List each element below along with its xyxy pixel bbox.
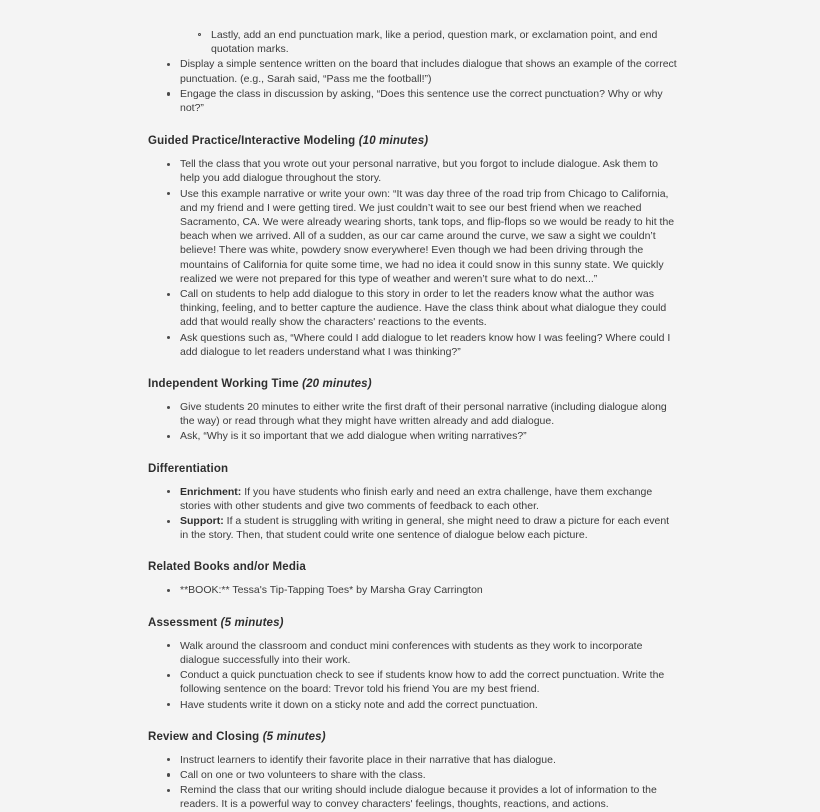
list-item: Display a simple sentence written on the board that includes dialogue that shows an example of the correct punctuation. (e.g., Sarah said, “Pass me the football!”) <box>158 57 680 85</box>
section-heading-assessment <box>148 616 680 630</box>
list-item: Instruct learners to identify their favorite place in their narrative that has dialogue. <box>158 753 680 767</box>
list-item: Engage the class in discussion by asking, “Does this sentence use the correct punctuation? Why or why not?” <box>158 87 680 115</box>
list-item: Walk around the classroom and conduct mini conferences with students as they work to incorporate dialogue successfully into their work. <box>158 639 680 667</box>
list-item-text: If you have students who finish early and need an extra challenge, have them exchange stories with other students and give two comments of feedback to each other. <box>180 485 653 512</box>
bullet-list-independent-working-time <box>148 400 680 444</box>
section-title: Independent Working Time <box>148 378 299 391</box>
bullet-list-differentiation <box>148 485 680 543</box>
list-item <box>158 514 680 542</box>
list-item: Conduct a quick punctuation check to see if students know how to add the correct punctuation. Write the following sentence on the board: Trevor told his friend You are my best friend. <box>158 668 680 696</box>
list-item-label: Enrichment: <box>180 485 242 498</box>
section-duration: (10 minutes) <box>358 135 429 148</box>
list-item: Have students write it down on a sticky note and add the correct punctuation. <box>158 698 680 712</box>
section-title: Guided Practice/Interactive Modeling <box>148 135 356 148</box>
section-duration: (5 minutes) <box>220 616 284 629</box>
continued-list-from-previous-page <box>148 28 680 115</box>
document-body <box>148 28 680 812</box>
bullet-list-related-books-media <box>148 583 680 597</box>
section-heading-review-and-closing <box>148 730 680 744</box>
bullet-list-guided-practice <box>148 157 680 359</box>
section-heading-differentiation <box>148 462 680 476</box>
section-heading-independent-working-time <box>148 377 680 391</box>
list-item: Give students 20 minutes to either write the first draft of their personal narrative (including dialogue along the way) or read through what they might have written already and add dialogue. <box>158 400 680 428</box>
list-item: Tell the class that you wrote out your personal narrative, but you forgot to include dialogue. Ask them to help you add dialogue throughout the story. <box>158 157 680 185</box>
sub-bullet-list <box>148 28 680 56</box>
section-heading-related-books-media <box>148 560 680 574</box>
list-item-text: If a student is struggling with writing in general, she might need to draw a picture for each event in the story. Then, that student could write one sentence of dialogue below each picture. <box>180 515 670 542</box>
section-duration: (20 minutes) <box>302 378 372 391</box>
list-item: Ask questions such as, “Where could I add dialogue to let readers know how I was feeling? Where could I add dialogue to let readers understand what I was thinking?” <box>158 331 680 359</box>
list-item: Lastly, add an end punctuation mark, like a period, question mark, or exclamation point, and end quotation marks. <box>189 28 680 56</box>
section-title: Assessment <box>148 616 218 629</box>
list-item: Use this example narrative or write your own: “It was day three of the road trip from Chicago to California, and my friend and I were getting tired. We just couldn’t wait to see our best friend when we reached Sacramento, CA. We were already wearing shorts, tank tops, and flip-flops so we would be ready to hit the beach when we arrived. All of a sudden, as our car came around the curve, we saw a sight we couldn’t believe! There was white, powdery snow everywhere! Even though we had been driving through the mountains of California for quite some time, we had no idea it could snow in this sunny state. We quickly realized we were not prepared for this type of weather and weren’t sure what to do next...” <box>158 187 680 286</box>
list-item: Call on one or two volunteers to share with the class. <box>158 768 680 782</box>
list-item: Ask, “Why is it so important that we add dialogue when writing narratives?” <box>158 429 680 443</box>
list-item-label: Support: <box>180 515 224 528</box>
section-title: Related Books and/or Media <box>148 561 306 574</box>
list-item: Call on students to help add dialogue to this story in order to let the readers know what the author was thinking, feeling, and to better capture the audience. Have the class think about what dialogue they could add that would really show the characters' reactions to the events. <box>158 287 680 330</box>
bullet-list-review-and-closing <box>148 753 680 812</box>
bullet-list <box>148 57 680 115</box>
bullet-list-assessment <box>148 639 680 712</box>
list-item <box>158 485 680 513</box>
section-heading-guided-practice <box>148 134 680 148</box>
list-item: Remind the class that our writing should include dialogue because it provides a lot of information to the readers. It is a powerful way to convey characters' feelings, thoughts, reactions, and actions. <box>158 783 680 811</box>
section-title: Differentiation <box>148 462 229 475</box>
section-duration: (5 minutes) <box>262 730 326 743</box>
section-title: Review and Closing <box>148 730 260 743</box>
list-item: **BOOK:** Tessa's Tip-Tapping Toes* by Marsha Gray Carrington <box>158 583 680 597</box>
